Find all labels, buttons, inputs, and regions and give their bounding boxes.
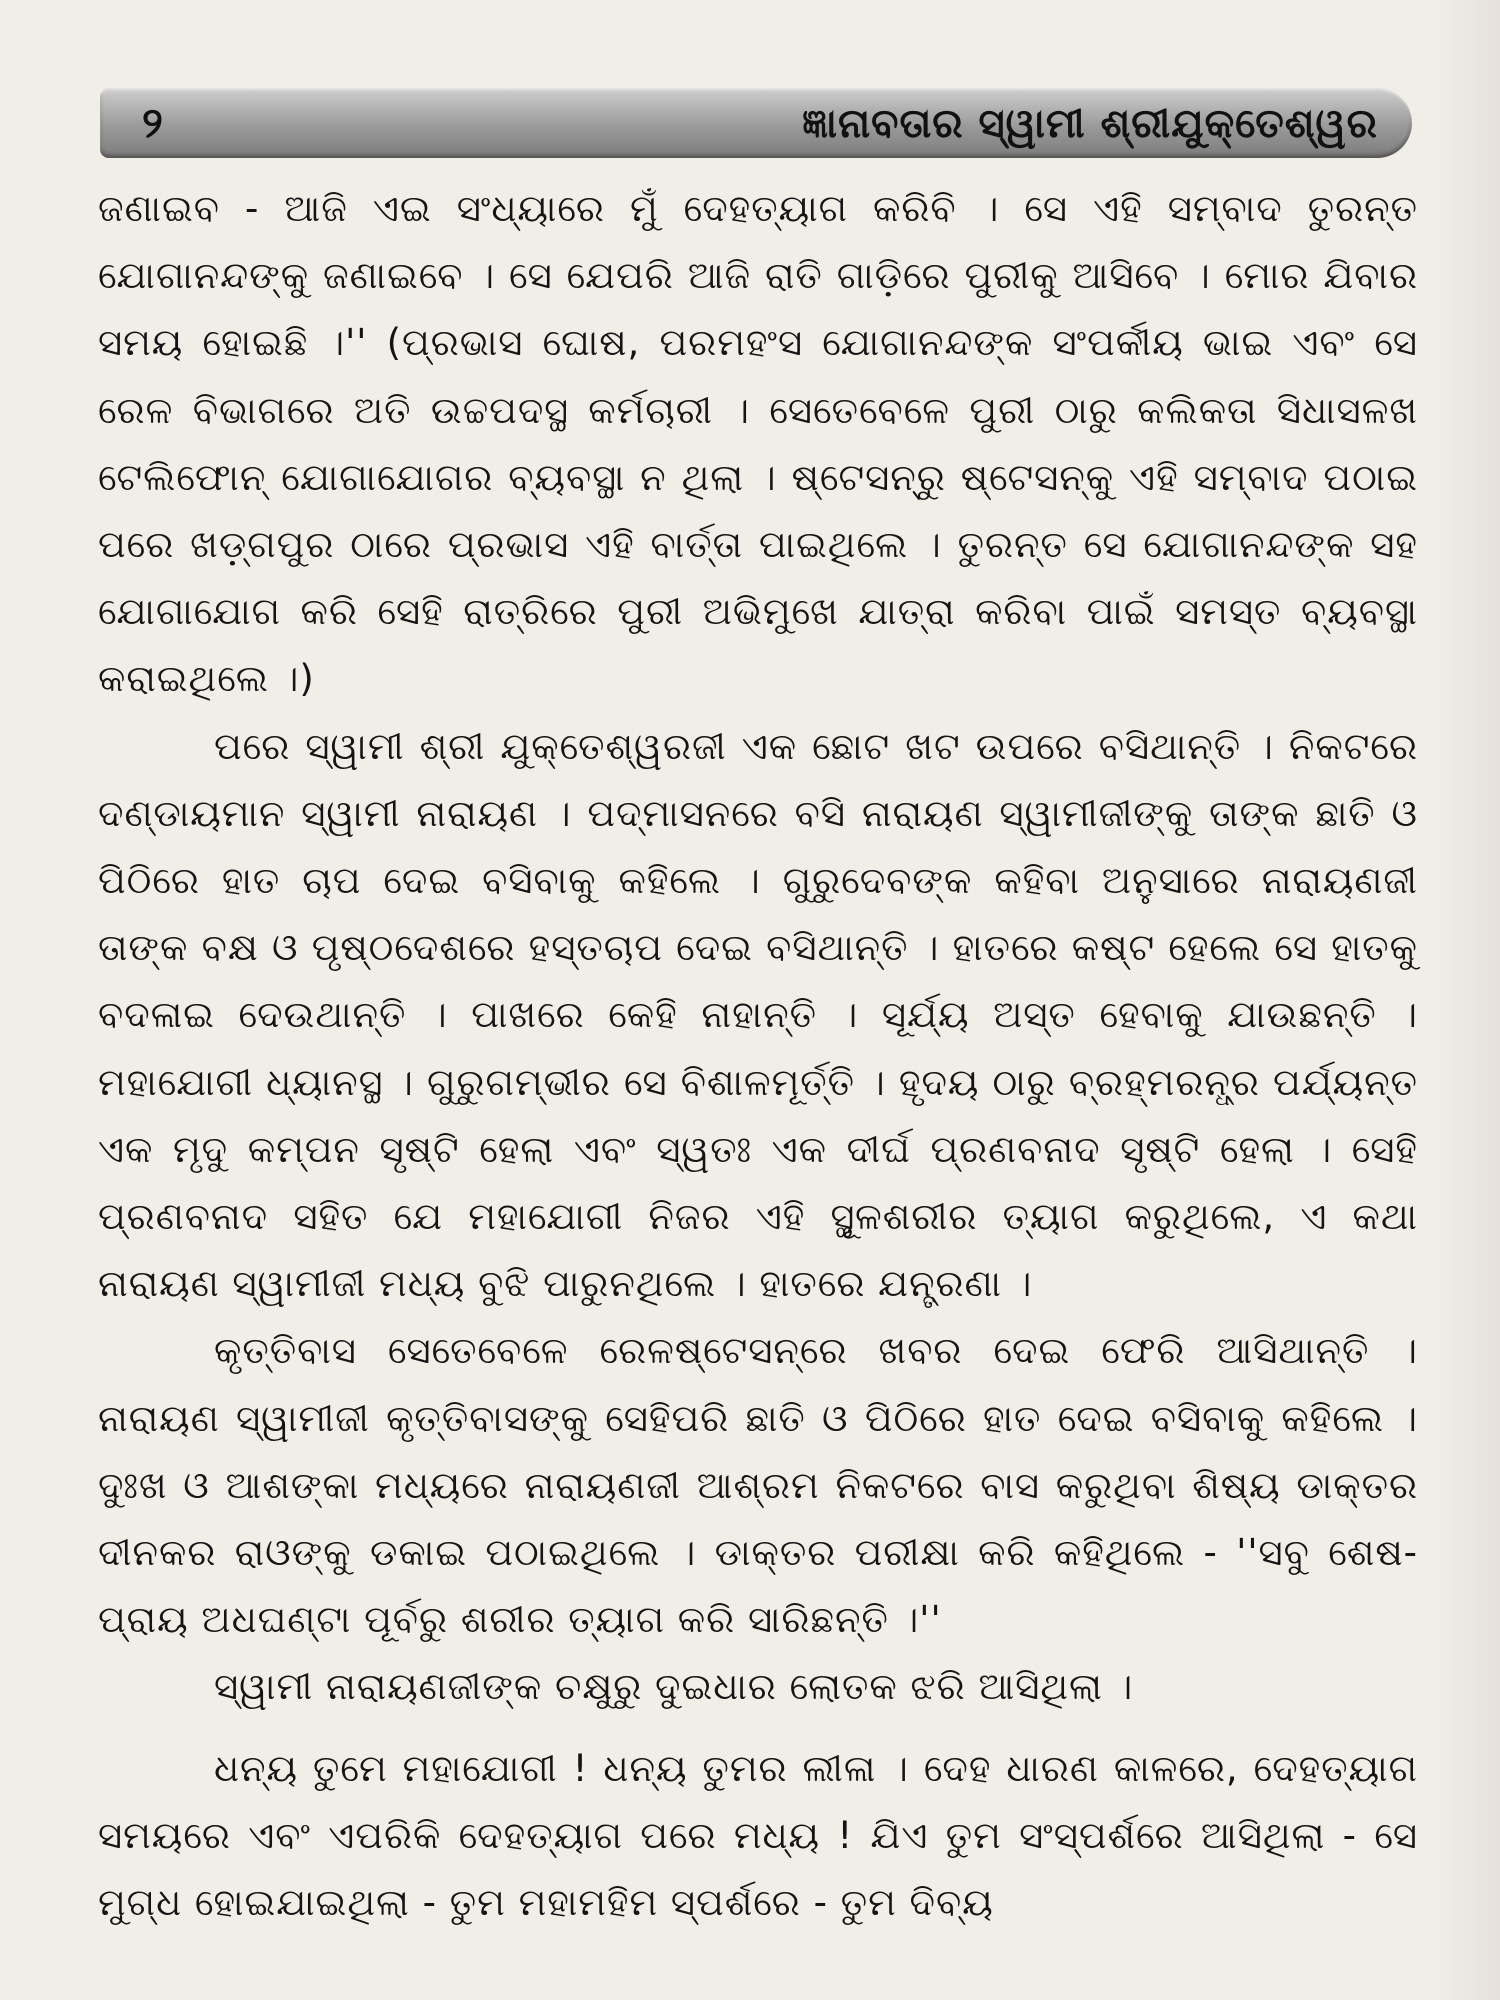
paragraph-1: ଜଣାଇବ - ଆଜି ଏଇ ସଂଧ୍ୟାରେ ମୁଁ ଦେହତ୍ୟାଗ କରିବି । ସେ ଏହି ସମ୍ବାଦ ତୁରନ୍ତ ଯୋଗାନନ୍ଦଙ୍କୁ ଜଣାଇବେ । ସେ ଯେପରି ଆଜି ରାତି ଗାଡ଼ିରେ ପୁରୀକୁ ଆସିବେ । ମୋର ଯିବାର ସମୟ ହୋଇଛି ।'' (ପ୍ରଭାସ ଘୋଷ, ପରମହଂସ ଯୋଗାନନ୍ଦଙ୍କ ସଂପର୍କୀୟ ଭାଇ ଏବଂ ସେ ରେଳ ବିଭାଗରେ ଅତି ଉଚ୍ଚପଦସ୍ଥ କର୍ମଚାରୀ । ସେତେବେଳେ ପୁରୀ ଠାରୁ କଲିକତା ସିଧାସଳଖ ଟେଲିଫୋନ୍ ଯୋଗାଯୋଗର ବ୍ୟବସ୍ଥା ନ ଥିଲା । ଷ୍ଟେସନ୍‌ରୁ ଷ୍ଟେସନ୍‌କୁ ଏହି ସମ୍ବାଦ ପଠାଇ ପରେ ଖଡ଼୍‌ଗପୁର ଠାରେ ପ୍ରଭାସ ଏହି ବାର୍ତ୍ତା ପାଇଥିଲେ । ତୁରନ୍ତ ସେ ଯୋଗାନନ୍ଦଙ୍କ ସହ ଯୋଗାଯୋଗ କରି ସେହି ରାତ୍ରିରେ ପୁରୀ ଅଭିମୁଖେ ଯାତ୍ରା କରିବା ପାଇଁ ସମସ୍ତ ବ୍ୟବସ୍ଥା କରାଇଥିଲେ ।) [98,187,1418,701]
paragraph-4: ସ୍ୱାମୀ ନାରାୟଣଜୀଙ୍କ ଚକ୍ଷୁରୁ ଦୁଇଧାର ଲୋତକ ଝରି ଆସିଥିଲା । [214,1665,1134,1709]
paragraph-3: କୃତ୍ତିବାସ ସେତେବେଳେ ରେଳଷ୍ଟେସନ୍‌ରେ ଖବର ଦେଇ ଫେରି ଆସିଥାନ୍ତି । ନାରାୟଣ ସ୍ୱାମୀଜୀ କୃତ୍ତିବାସଙ୍କୁ ସେହିପରି ଛାତି ଓ ପିଠିରେ ହାତ ଦେଇ ବସିବାକୁ କହିଲେ । ଦୁଃଖ ଓ ଆଶଙ୍କା ମଧ୍ୟରେ ନାରାୟଣଜୀ ଆଶ୍ରମ ନିକଟରେ ବାସ କରୁଥିବା ଶିଷ୍ୟ ଡାକ୍ତର ଦୀନକର ରାଓଙ୍କୁ ଡକାଇ ପଠାଇଥିଲେ । ଡାକ୍ତର ପରୀକ୍ଷା କରି କହିଥିଲେ - ''ସବୁ ଶେଷ- ପ୍ରାୟ ଅଧଘଣ୍ଟା ପୂର୍ବରୁ ଶରୀର ତ୍ୟାଗ କରି ସାରିଛନ୍ତି ।'' [98,1329,1418,1642]
paragraph-5: ଧନ୍ୟ ତୁମେ ମହାଯୋଗୀ ! ଧନ୍ୟ ତୁମର ଲୀଳା । ଦେହ ଧାରଣ କାଳରେ, ଦେହତ୍ୟାଗ ସମୟରେ ଏବଂ ଏପରିକି ଦେହତ୍ୟାଗ ପରେ ମଧ୍ୟ ! ଯିଏ ତୁମ ସଂସ୍ପର୍ଶରେ ଆସିଥିଲା - ସେ ମୁଗ୍ଧ ହୋଇଯାଇଥିଲା - ତୁମ ମହାମହିମ ସ୍ପର୍ଶରେ - ତୁମ ଦିବ୍ୟ [98,1746,1418,1925]
paragraph-2: ପରେ ସ୍ୱାମୀ ଶ୍ରୀ ଯୁକ୍ତେଶ୍ୱରଜୀ ଏକ ଛୋଟ ଖଟ ଉପରେ ବସିଥାନ୍ତି । ନିକଟରେ ଦଣ୍ଡାୟମାନ ସ୍ୱାମୀ ନାରାୟଣ । ପଦ୍ମାସନରେ ବସି ନାରାୟଣ ସ୍ୱାମୀଜୀଙ୍କୁ ତାଙ୍କ ଛାତି ଓ ପିଠିରେ ହାତ ଚାପ ଦେଇ ବସିବାକୁ କହିଲେ । ଗୁରୁଦେବଙ୍କ କହିବା ଅନୁସାରେ ନାରାୟଣଜୀ ତାଙ୍କ ବକ୍ଷ ଓ ପୃଷ୍ଠଦେଶରେ ହସ୍ତଚାପ ଦେଇ ବସିଥାନ୍ତି । ହାତରେ କଷ୍ଟ ହେଲେ ସେ ହାତକୁ ବଦଳାଇ ଦେଉଥାନ୍ତି । ପାଖରେ କେହି ନାହାନ୍ତି । ସୂର୍ଯ୍ୟ ଅସ୍ତ ହେବାକୁ ଯାଉଛନ୍ତି । ମହାଯୋଗୀ ଧ୍ୟାନସ୍ଥ । ଗୁରୁଗମ୍ଭୀର ସେ ବିଶାଳମୂର୍ତ୍ତି । ହୃଦୟ ଠାରୁ ବ୍ରହ୍ମରନ୍ଧ୍ର ପର୍ଯ୍ୟନ୍ତ ଏକ ମୃଦୁ କମ୍ପନ ସୃଷ୍ଟି ହେଲା ଏବଂ ସ୍ୱତଃ ଏକ ଦୀର୍ଘ ପ୍ରଣବନାଦ ସୃଷ୍ଟି ହେଲା । ସେହି ପ୍ରଣବନାଦ ସହିତ ଯେ ମହାଯୋଗୀ ନିଜର ଏହି ସ୍ଥୂଳଶରୀର ତ୍ୟାଗ କରୁଥିଲେ, ଏ କଥା ନାରାୟଣ ସ୍ୱାମୀଜୀ ମଧ୍ୟ ବୁଝି ପାରୁନଥିଲେ । ହାତରେ ଯନ୍ତ୍ରଣା । [98,724,1418,1306]
paper-edge-shadow [1430,0,1500,2000]
page-body [98,175,1418,1936]
page-number: ୨ [142,98,163,147]
running-header-bar [100,88,1412,158]
running-title: ଜ୍ଞାନାବତାର ସ୍ୱାମୀ ଶ୍ରୀଯୁକ୍ତେଶ୍ୱର [802,101,1378,147]
